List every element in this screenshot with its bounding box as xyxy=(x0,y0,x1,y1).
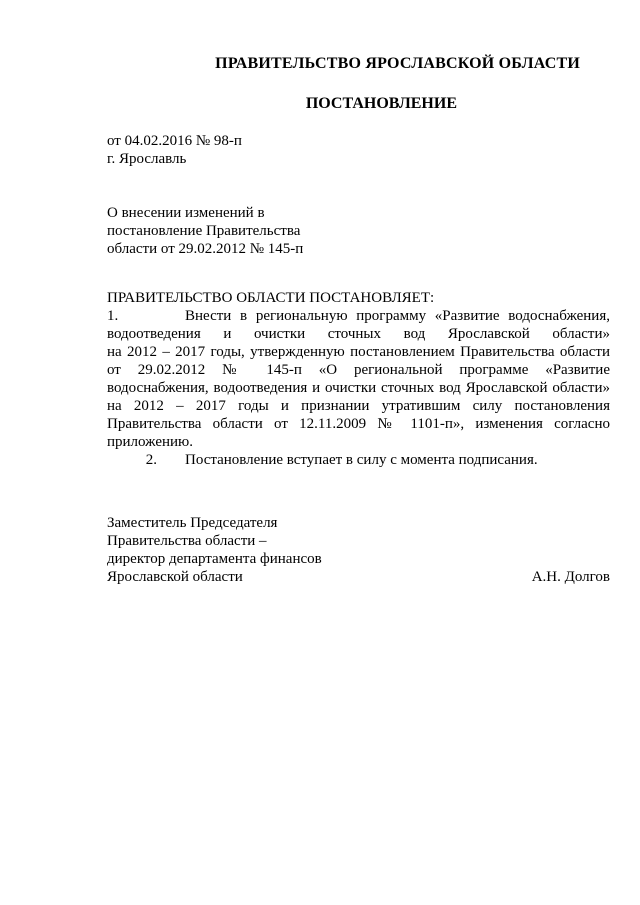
signatory-name: А.Н. Долгов xyxy=(531,569,610,585)
item-1-line: водоснабжения, водоотведения и очистки сточных вод Ярославской области» xyxy=(107,380,610,396)
date-number: от 04.02.2016 № 98-п xyxy=(107,133,242,149)
subject-line: О внесении изменений в xyxy=(107,205,265,221)
item-1-line: на 2012 – 2017 годы и признании утратившим силу постановления xyxy=(107,398,610,414)
item-1-line: водоотведения и очистки сточных вод Ярославской области» xyxy=(107,326,610,342)
signatory-title-line: Ярославской области xyxy=(107,569,243,585)
government-title: ПРАВИТЕЛЬСТВО ЯРОСЛАВСКОЙ ОБЛАСТИ xyxy=(215,55,580,72)
item-2 xyxy=(107,451,610,469)
item-1-line: на 2012 – 2017 годы, утвержденную постановлением Правительства области xyxy=(107,344,610,360)
signature-block xyxy=(107,514,610,586)
subject-line: области от 29.02.2012 № 145-п xyxy=(107,241,304,257)
item-1-line: Правительства области от 12.11.2009 № 1101-п», изменения согласно xyxy=(107,416,610,432)
item-1-line: от 29.02.2012 № 145-п «О региональной программе «Развитие xyxy=(107,362,610,378)
decree-heading: ПРАВИТЕЛЬСТВО ОБЛАСТИ ПОСТАНОВЛЯЕТ: xyxy=(107,290,435,306)
subject-line: постановление Правительства xyxy=(107,223,301,239)
item-1-text-start: Внести в региональную программу «Развитие водоснабжения, xyxy=(185,308,610,324)
signatory-title-line: Заместитель Председателя xyxy=(107,515,278,531)
item-1-number: 1. xyxy=(107,308,119,324)
item-2-number: 2. xyxy=(145,452,157,468)
item-2-text: Постановление вступает в силу с момента подписания. xyxy=(185,452,538,468)
signatory-title-line: директор департамента финансов xyxy=(107,551,322,567)
item-1-first-line xyxy=(107,307,610,325)
document-body xyxy=(107,289,610,469)
item-1-line: приложению. xyxy=(107,434,194,450)
signatory-title-line: Правительства области – xyxy=(107,533,267,549)
document-meta xyxy=(107,132,242,168)
document-subject xyxy=(107,204,303,258)
document-type-title: ПОСТАНОВЛЕНИЕ xyxy=(305,95,457,112)
city: г. Ярославль xyxy=(107,151,187,167)
signatory-last-line xyxy=(107,568,610,586)
